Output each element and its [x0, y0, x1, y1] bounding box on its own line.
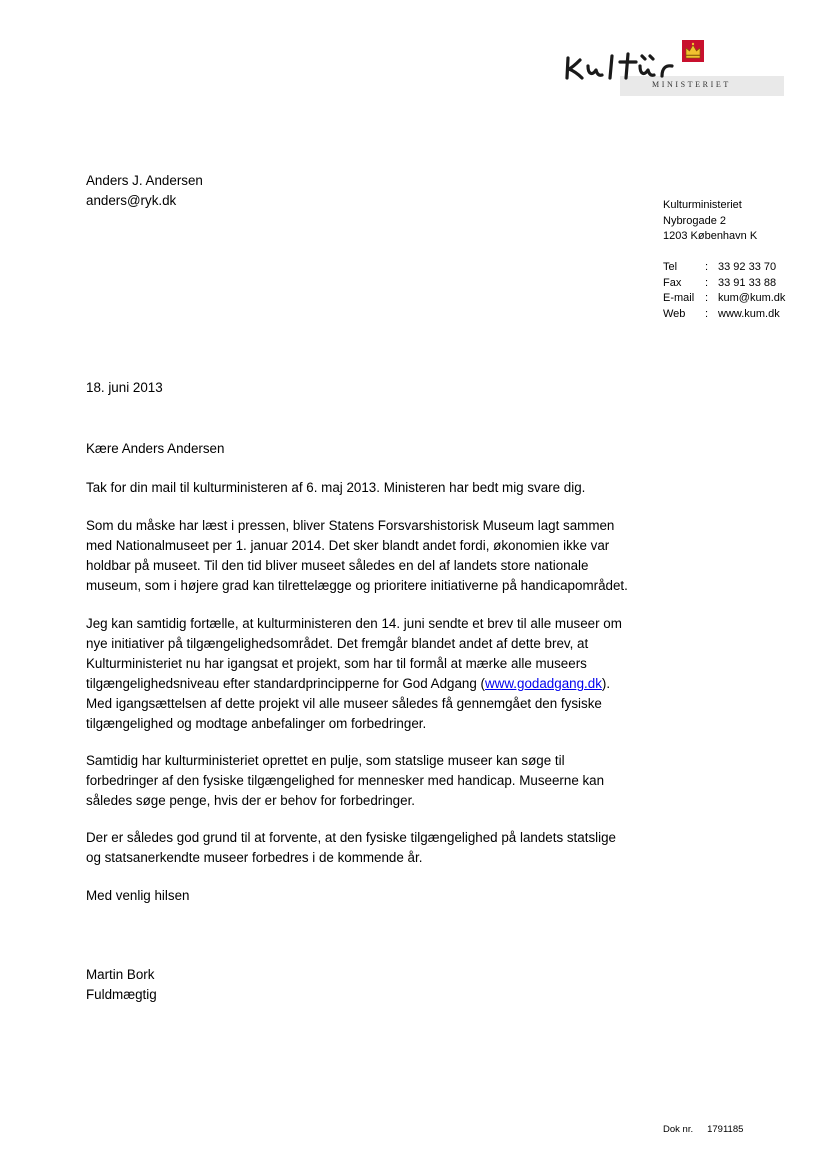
recipient-block — [86, 171, 203, 211]
crown-icon — [682, 40, 704, 62]
contact-value: kum@kum.dk — [718, 292, 786, 304]
text-line: forbedringer af den fysiske tilgængelighed for mennesker med handicap. Museerne kan — [86, 773, 605, 788]
contact-row-email — [663, 291, 785, 307]
recipient-email: anders@ryk.dk — [86, 193, 177, 208]
signature-name: Martin Bork — [86, 967, 155, 982]
text-line: museum, som i højere grad kan tilrettelægge og prioritere initiativerne på handicapområdet. — [86, 578, 628, 593]
document-number — [663, 1124, 743, 1136]
text-line: Som du måske har læst i pressen, bliver Statens Forsvarshistorisk Museum lagt sammen — [86, 518, 615, 533]
recipient-name: Anders J. Andersen — [86, 173, 203, 188]
text-line: tilgængelighed og modtage anbefalinger om forbedringer. — [86, 716, 427, 731]
text-line: holdbar på museet. Til den tid bliver museet således en del af landets store nationale — [86, 558, 589, 573]
contact-label: Tel — [663, 261, 678, 273]
signature-block — [86, 965, 157, 1005]
sender-contact-table — [663, 260, 785, 322]
text-line: Der er således god grund til at forvente, at den fysiske tilgængelighed på landets statslige — [86, 830, 616, 845]
contact-separator: : — [705, 276, 709, 289]
logo-script-wordmark — [562, 48, 680, 84]
text-line: med Nationalmuseet per 1. januar 2014. Det sker blandt andet fordi, økonomien ikke var — [86, 538, 610, 553]
contact-separator: : — [705, 261, 709, 273]
paragraph-5 — [86, 828, 616, 868]
text-segment: ). — [601, 676, 611, 691]
text-line: Kulturministeriet nu har igangsat et projekt, som har til formål at mærke alle museers — [86, 656, 587, 671]
logo-subtitle: MINISTERIET — [652, 80, 731, 89]
godadgang-link[interactable]: www.godadgang.dk — [485, 676, 602, 691]
text-line: Jeg kan samtidig fortælle, at kulturministeren den 14. juni sendte et brev til alle museer om — [86, 616, 622, 631]
contact-label: E-mail — [663, 292, 695, 304]
contact-row-tel — [663, 260, 785, 276]
letter-date: 18. juni 2013 — [86, 380, 163, 395]
text-line: nye initiativer på tilgængelighedsområdet. Det fremgår blandet andet af dette brev, at — [86, 636, 589, 651]
sender-street: Nybrogade 2 — [663, 214, 726, 227]
paragraph-2 — [86, 516, 628, 596]
contact-value: 33 92 33 70 — [718, 261, 777, 273]
contact-row-web — [663, 307, 785, 323]
text-segment: tilgængelighedsniveau efter standardprincipperne for God Adgang ( — [86, 676, 486, 691]
paragraph-1 — [86, 478, 585, 498]
contact-separator: : — [705, 292, 709, 304]
salutation: Kære Anders Andersen — [86, 441, 225, 456]
text-line-with-link — [86, 674, 622, 694]
ministry-logo — [562, 40, 784, 98]
paragraph-4 — [86, 751, 604, 811]
contact-label: Fax — [663, 276, 682, 289]
sender-city: 1203 København K — [663, 230, 758, 242]
signature-title: Fuldmægtig — [86, 987, 157, 1002]
contact-separator: : — [705, 307, 709, 320]
doc-number-value: 1791185 — [707, 1124, 744, 1135]
text-line: Samtidig har kulturministeriet oprettet en pulje, som statslige museer kan søge til — [86, 753, 565, 768]
contact-label: Web — [663, 307, 686, 320]
paragraph-3 — [86, 614, 622, 734]
contact-value: www.kum.dk — [718, 307, 780, 320]
contact-row-fax — [663, 276, 785, 292]
sender-address — [663, 198, 757, 245]
sender-org: Kulturministeriet — [663, 199, 742, 211]
text-line: Tak for din mail til kulturministeren af 6. maj 2013. Ministeren har bedt mig svare dig. — [86, 480, 586, 495]
closing: Med venlig hilsen — [86, 888, 190, 903]
text-line: således søge penge, hvis der er behov for forbedringer. — [86, 793, 416, 808]
text-line: og statsanerkendte museer forbedres i de kommende år. — [86, 850, 423, 865]
doc-number-label: Dok nr. — [663, 1124, 694, 1135]
contact-value: 33 91 33 88 — [718, 276, 777, 289]
text-line: Med igangsættelsen af dette projekt vil alle museer således få gennemgået den fysiske — [86, 696, 602, 711]
